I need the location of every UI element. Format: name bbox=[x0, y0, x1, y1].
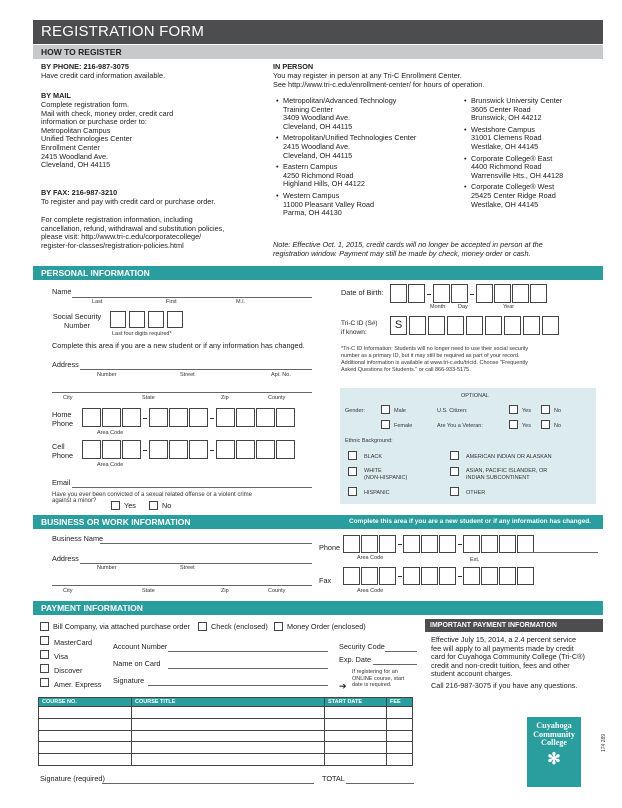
by-mail-text: Complete registration form. Mail with check, money order, credit card information or purchase order to: Metropolitan Campus Unified Technologies Center Enrollment Center 2415 Woodland Ave. Cleveland, OH 44115 bbox=[41, 100, 174, 170]
account-number-field[interactable] bbox=[168, 651, 328, 652]
by-mail-heading: BY MAIL bbox=[41, 91, 71, 100]
area-code-label: Area Code bbox=[97, 462, 124, 468]
digit-box[interactable] bbox=[343, 567, 360, 585]
digit-box[interactable] bbox=[216, 440, 235, 459]
table-row[interactable] bbox=[39, 754, 413, 766]
bill-company-label: Bill Company, via attached purchase order bbox=[53, 622, 190, 631]
digit-box[interactable] bbox=[463, 567, 480, 585]
digit-box[interactable] bbox=[122, 408, 141, 427]
veteran-no-checkbox[interactable] bbox=[541, 420, 550, 429]
area-code-label: Area Code bbox=[97, 430, 124, 436]
digit-box[interactable] bbox=[343, 535, 360, 553]
amex-checkbox[interactable] bbox=[40, 678, 49, 687]
campus-list-left: • Metropolitan/Advanced Technology Training Center 3409 Woodland Ave. Cleveland, OH 44115 • Metropolitan/Unified Technologies Center 2415 Woodland Ave. Cleveland, OH 44115 • Eastern Campus 4250 Richmond Road Highland Hills, OH 44122 • Western Campus 11000 Pleasant Valley Road Parma, OH 44130 bbox=[276, 96, 417, 218]
tric-id-label: Tri-C ID (S#) if known: bbox=[341, 320, 378, 336]
visa-label: Visa bbox=[54, 652, 69, 661]
separator-dash bbox=[143, 418, 147, 419]
important-payment-text: Effective July 15, 2014, a 2.4 percent service fee will apply to all payments made by credit card for Cuyahoga Community College (Tri-C®) credit and non-credit tuition, fees and other student account charges. bbox=[431, 635, 585, 679]
no-label: No bbox=[162, 501, 172, 510]
campus-list-right: • Brunswick University Center 3605 Center Road Brunswick, OH 44212 • Westshore Campus 31001 Clemens Road Westlake, OH 44145 • Corporate College® East 4400 Richmond Road Warrensville Hts., OH 44128 • Corporate College® West 25425 Center Ridge Road Westlake, OH 44145 bbox=[464, 96, 564, 209]
male-label: Male bbox=[394, 408, 406, 414]
optional-panel bbox=[340, 388, 596, 504]
table-row[interactable] bbox=[39, 707, 413, 719]
digit-box[interactable] bbox=[439, 567, 456, 585]
digit-box[interactable] bbox=[408, 284, 425, 303]
business-info-heading: BUSINESS OR WORK INFORMATION Complete this area if you are a new student or if any information has changed. bbox=[33, 515, 603, 529]
digit-box[interactable] bbox=[149, 408, 168, 427]
account-number-label: Account Number bbox=[113, 642, 168, 651]
digit-box[interactable] bbox=[447, 316, 464, 335]
no-label: No bbox=[554, 408, 562, 414]
county-label: County bbox=[268, 395, 286, 401]
number-label: Number bbox=[97, 565, 117, 571]
by-fax-heading: BY FAX: 216-987-3210 bbox=[41, 188, 118, 197]
security-code-label: Security Code bbox=[339, 642, 385, 651]
separator-dash bbox=[427, 294, 431, 295]
digit-box[interactable] bbox=[433, 284, 450, 303]
no-label: No bbox=[554, 423, 562, 429]
online-note: If registering for an ONLINE course, start date is required. bbox=[352, 669, 405, 689]
ssn-box-3[interactable] bbox=[148, 311, 164, 328]
black-label: BLACK bbox=[364, 454, 383, 460]
college-logo: Cuyahoga Community College ✻ bbox=[527, 717, 581, 787]
asian-checkbox[interactable] bbox=[450, 467, 459, 476]
digit-box[interactable] bbox=[361, 535, 378, 553]
digit-box[interactable] bbox=[82, 440, 101, 459]
ethnic-label: Ethnic Background: bbox=[345, 438, 393, 444]
check-label: Check (enclosed) bbox=[211, 622, 268, 631]
digit-box[interactable] bbox=[421, 567, 438, 585]
business-note: Complete this area if you are a new student or if any information has changed. bbox=[349, 518, 591, 525]
black-checkbox[interactable] bbox=[348, 451, 357, 460]
hispanic-label: HISPANIC bbox=[364, 490, 390, 496]
cell-phone-label: Cell Phone bbox=[52, 442, 74, 460]
digit-box[interactable] bbox=[390, 316, 407, 335]
digit-box[interactable] bbox=[517, 535, 534, 553]
course-title-header: COURSE TITLE bbox=[132, 698, 325, 707]
gender-label: Gender: bbox=[345, 408, 365, 414]
digit-box[interactable] bbox=[485, 316, 502, 335]
ext-field[interactable] bbox=[520, 552, 598, 553]
zip-label: Zip bbox=[221, 588, 229, 594]
digit-box[interactable] bbox=[542, 316, 559, 335]
digit-box[interactable] bbox=[102, 408, 121, 427]
city-field[interactable] bbox=[52, 392, 312, 393]
digit-box[interactable] bbox=[189, 408, 208, 427]
yes-label: Yes bbox=[522, 408, 531, 414]
yes-label: Yes bbox=[522, 423, 531, 429]
table-row[interactable] bbox=[39, 718, 413, 730]
digit-box[interactable] bbox=[499, 567, 516, 585]
digit-box[interactable] bbox=[403, 535, 420, 553]
form-title: REGISTRATION FORM bbox=[33, 20, 603, 44]
street-label: Street bbox=[180, 565, 195, 571]
city-label: City bbox=[63, 395, 73, 401]
conviction-no-checkbox[interactable] bbox=[149, 501, 158, 510]
digit-box[interactable] bbox=[409, 316, 426, 335]
separator-dash bbox=[398, 544, 402, 545]
digit-box[interactable] bbox=[428, 316, 445, 335]
digit-box[interactable] bbox=[236, 408, 255, 427]
native-checkbox[interactable] bbox=[450, 451, 459, 460]
number-label: Number bbox=[97, 372, 117, 378]
business-fax-label: Fax bbox=[319, 576, 332, 585]
business-address-label: Address bbox=[52, 554, 79, 563]
separator-dash bbox=[458, 576, 462, 577]
email-label: Email bbox=[52, 478, 71, 487]
card-signature-field[interactable] bbox=[148, 685, 328, 686]
digit-box[interactable] bbox=[256, 440, 275, 459]
digit-box[interactable] bbox=[504, 316, 521, 335]
ext-label: Ext. bbox=[470, 557, 480, 563]
card-signature-label: Signature bbox=[113, 676, 145, 685]
digit-box[interactable] bbox=[102, 440, 121, 459]
area-code-label: Area Code bbox=[357, 555, 384, 561]
asian-label: ASIAN, PACIFIC ISLANDER, OR INDIAN SUBCONTINENT bbox=[466, 468, 548, 481]
day-label: Day bbox=[458, 304, 468, 310]
veteran-yes-checkbox[interactable] bbox=[509, 420, 518, 429]
separator-dash bbox=[143, 450, 147, 451]
by-fax-text: To register and pay with credit card or purchase order. bbox=[41, 197, 216, 206]
in-person-heading: IN PERSON bbox=[273, 62, 314, 71]
business-phone-label: Phone bbox=[319, 543, 341, 552]
address-label: Address bbox=[52, 360, 79, 369]
month-label: Month bbox=[430, 304, 446, 310]
in-person-text: You may register in person at any Tri-C Enrollment Center. See http://www.tri-c.edu/enrollment-center/ for hours of operation. bbox=[273, 71, 485, 89]
digit-box[interactable] bbox=[476, 284, 493, 303]
money-order-label: Money Order (enclosed) bbox=[287, 622, 366, 631]
important-payment-heading: IMPORTANT PAYMENT INFORMATION bbox=[425, 619, 603, 632]
fee-header: FEE bbox=[387, 698, 413, 707]
check-checkbox[interactable] bbox=[198, 622, 207, 631]
form-code: 174 289 bbox=[601, 733, 607, 752]
how-to-register-heading: HOW TO REGISTER bbox=[33, 45, 603, 59]
digit-box[interactable] bbox=[379, 535, 396, 553]
digit-box[interactable] bbox=[530, 284, 547, 303]
conviction-yes-checkbox[interactable] bbox=[111, 501, 120, 510]
ssn-label: Social Security Number bbox=[52, 312, 102, 330]
citizen-label: U.S. Citizen: bbox=[437, 408, 468, 414]
hispanic-checkbox[interactable] bbox=[348, 487, 357, 496]
mastercard-label: MasterCard bbox=[54, 638, 93, 647]
ssn-box-1[interactable] bbox=[110, 311, 126, 328]
ssn-box-4[interactable] bbox=[167, 311, 183, 328]
tric-id-note: *Tri-C ID Information: Students will no longer need to use their social security number as a primary ID, but it may still be required as part of your record. Additional information is available at www.tri-c.edu/tricid. Choose "Frequently Asked Questions for Students." or call 866-933-5175. bbox=[341, 346, 529, 373]
table-row[interactable] bbox=[39, 730, 413, 742]
discover-checkbox[interactable] bbox=[40, 664, 49, 673]
digit-box[interactable] bbox=[276, 408, 295, 427]
separator-dash bbox=[210, 450, 214, 451]
email-field[interactable] bbox=[72, 487, 312, 488]
last-label: Last bbox=[92, 299, 103, 305]
area-code-label: Area Code bbox=[357, 588, 384, 594]
name-on-card-field[interactable] bbox=[168, 668, 328, 669]
course-no-header: COURSE NO. bbox=[39, 698, 132, 707]
male-checkbox[interactable] bbox=[381, 405, 390, 414]
other-checkbox[interactable] bbox=[450, 487, 459, 496]
amex-label: Amer. Express bbox=[54, 680, 102, 689]
visa-checkbox[interactable] bbox=[40, 650, 49, 659]
zip-label: Zip bbox=[221, 395, 229, 401]
year-label: Year bbox=[503, 304, 515, 310]
citizen-no-checkbox[interactable] bbox=[541, 405, 550, 414]
digit-box[interactable] bbox=[169, 408, 188, 427]
signature-field[interactable] bbox=[102, 783, 314, 784]
business-city-field[interactable] bbox=[52, 585, 312, 586]
digit-box[interactable] bbox=[517, 567, 534, 585]
by-phone-heading: BY PHONE: 216-987-3075 bbox=[41, 62, 129, 71]
start-date-header: START DATE bbox=[325, 698, 387, 707]
bill-company-checkbox[interactable] bbox=[40, 622, 49, 631]
digit-box[interactable] bbox=[499, 535, 516, 553]
female-checkbox[interactable] bbox=[381, 420, 390, 429]
digit-box[interactable] bbox=[122, 440, 141, 459]
state-label: State bbox=[142, 395, 155, 401]
signature-required-label: Signature (required) bbox=[40, 774, 105, 783]
digit-box[interactable] bbox=[494, 284, 511, 303]
state-label: State bbox=[142, 588, 155, 594]
digit-box[interactable] bbox=[276, 440, 295, 459]
veteran-label: Are You a Veteran: bbox=[437, 423, 483, 429]
digit-box[interactable] bbox=[361, 567, 378, 585]
home-phone-label: Home Phone bbox=[52, 410, 74, 428]
important-payment-call: Call 216-987-3075 if you have any questions. bbox=[431, 681, 578, 690]
county-label: County bbox=[268, 588, 286, 594]
white-label: WHITE (NON-HISPANIC) bbox=[364, 468, 408, 481]
separator-dash bbox=[458, 544, 462, 545]
mastercard-checkbox[interactable] bbox=[40, 636, 49, 645]
mi-label: M.I. bbox=[236, 299, 246, 305]
policy-info: For complete registration information, including cancellation, refund, withdrawal and substitution policies, please visit: http://www.tri-c.edu/corporatecollege/ register-for-classes/registration-policies.html bbox=[41, 215, 225, 250]
digit-box[interactable] bbox=[481, 567, 498, 585]
digit-box[interactable] bbox=[451, 284, 468, 303]
optional-label: OPTIONAL bbox=[461, 393, 489, 399]
street-label: Street bbox=[180, 372, 195, 378]
name-on-card-label: Name on Card bbox=[113, 659, 161, 668]
personal-info-heading: PERSONAL INFORMATION bbox=[33, 266, 603, 280]
credit-card-note: Note: Effective Oct. 1, 2015, credit cards will no longer be accepted in person at the registration window. Payment may still be made by check, money order or cash. bbox=[273, 240, 543, 258]
apt-label: Apt. No. bbox=[271, 372, 291, 378]
business-address-field[interactable] bbox=[80, 563, 312, 564]
ssn-note: Last four digits required* bbox=[112, 331, 172, 337]
separator-dash bbox=[398, 576, 402, 577]
other-label: OTHER bbox=[466, 490, 486, 496]
citizen-yes-checkbox[interactable] bbox=[509, 405, 518, 414]
ssn-box-2[interactable] bbox=[129, 311, 145, 328]
digit-box[interactable] bbox=[82, 408, 101, 427]
digit-box[interactable] bbox=[421, 535, 438, 553]
separator-dash bbox=[210, 418, 214, 419]
address-field[interactable] bbox=[80, 369, 312, 370]
digit-box[interactable] bbox=[439, 535, 456, 553]
digit-box[interactable] bbox=[236, 440, 255, 459]
table-row[interactable] bbox=[39, 742, 413, 754]
digit-box[interactable] bbox=[523, 316, 540, 335]
name-field[interactable] bbox=[72, 297, 312, 298]
exp-date-label: Exp. Date bbox=[339, 655, 372, 664]
snowflake-icon: ✻ bbox=[547, 750, 561, 768]
digit-box[interactable] bbox=[189, 440, 208, 459]
digit-box[interactable] bbox=[216, 408, 235, 427]
name-label: Name bbox=[52, 287, 72, 296]
arrow-icon: ➔ bbox=[339, 681, 347, 691]
digit-box[interactable] bbox=[149, 440, 168, 459]
course-table-header bbox=[39, 698, 413, 707]
digit-box[interactable] bbox=[169, 440, 188, 459]
by-phone-text: Have credit card information available. bbox=[41, 71, 166, 80]
digit-box[interactable] bbox=[379, 567, 396, 585]
conviction-question: Have you ever been convicted of a sexual related offense or a violent crime against a minor? bbox=[52, 492, 253, 504]
digit-box[interactable] bbox=[512, 284, 529, 303]
dob-label: Date of Birth: bbox=[341, 288, 384, 297]
business-name-field[interactable] bbox=[100, 543, 312, 544]
white-checkbox[interactable] bbox=[348, 467, 357, 476]
first-label: First bbox=[166, 299, 177, 305]
yes-label: Yes bbox=[124, 501, 136, 510]
s-prefix: S bbox=[394, 319, 403, 331]
discover-label: Discover bbox=[54, 666, 83, 675]
digit-box[interactable] bbox=[390, 284, 407, 303]
business-name-label: Business Name bbox=[52, 534, 104, 543]
female-label: Female bbox=[394, 423, 413, 429]
total-field[interactable] bbox=[346, 783, 414, 784]
payment-info-heading: PAYMENT INFORMATION bbox=[33, 601, 603, 615]
digit-box[interactable] bbox=[481, 535, 498, 553]
digit-box[interactable] bbox=[256, 408, 275, 427]
exp-date-field[interactable] bbox=[373, 664, 417, 665]
complete-note: Complete this area if you are a new student or if any information has changed. bbox=[52, 341, 305, 350]
money-order-checkbox[interactable] bbox=[274, 622, 283, 631]
security-code-field[interactable] bbox=[385, 651, 417, 652]
course-table bbox=[38, 697, 413, 766]
digit-box[interactable] bbox=[403, 567, 420, 585]
native-label: AMERICAN INDIAN OR ALASKAN bbox=[466, 454, 552, 460]
city-label: City bbox=[63, 588, 73, 594]
digit-box[interactable] bbox=[466, 316, 483, 335]
total-label: TOTAL bbox=[322, 774, 345, 783]
separator-dash bbox=[470, 294, 474, 295]
digit-box[interactable] bbox=[463, 535, 480, 553]
